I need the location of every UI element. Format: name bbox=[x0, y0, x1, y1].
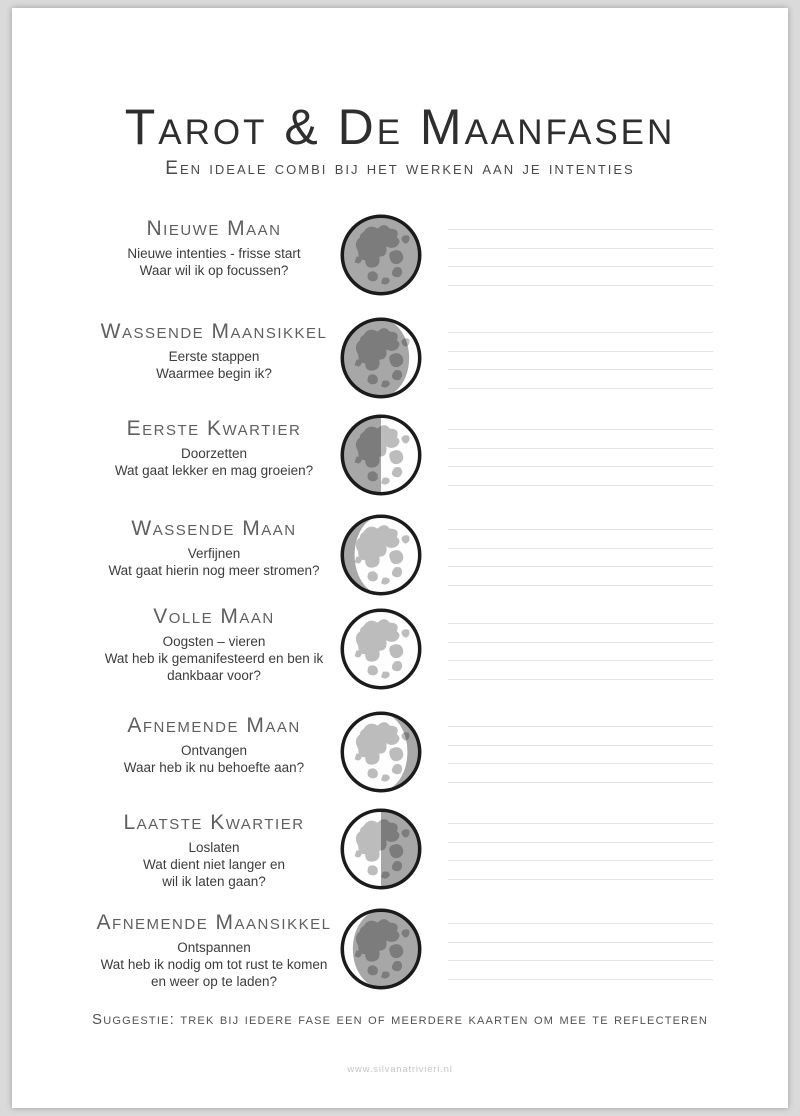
writing-line bbox=[448, 726, 713, 727]
phase-description-line: Ontspannen bbox=[177, 940, 251, 955]
phase-text bbox=[40, 511, 388, 579]
writing-line bbox=[448, 548, 713, 549]
writing-lines bbox=[448, 332, 713, 406]
writing-line bbox=[448, 248, 713, 249]
phase-description-line: Wat heb ik nodig om tot rust te komen bbox=[100, 957, 328, 972]
writing-line bbox=[448, 285, 713, 286]
waxing-gibbous-moon-icon bbox=[337, 511, 425, 599]
page-title: Tarot & De Maanfasen bbox=[124, 99, 676, 155]
writing-line bbox=[448, 763, 713, 764]
moon-phase-row bbox=[12, 511, 788, 607]
moon-phase-row bbox=[12, 605, 788, 701]
phase-description-line: Wat gaat lekker en mag groeien? bbox=[114, 463, 314, 478]
writing-line bbox=[448, 332, 713, 333]
writing-line bbox=[448, 466, 713, 467]
writing-line bbox=[448, 679, 713, 680]
phase-description-line: Waar heb ik nu behoefte aan? bbox=[123, 760, 305, 775]
writing-lines bbox=[448, 726, 713, 800]
phase-text bbox=[40, 411, 388, 479]
writing-line bbox=[448, 266, 713, 267]
writing-line bbox=[448, 782, 713, 783]
writing-line bbox=[448, 388, 713, 389]
phase-description-line: Waar wil ik op focussen? bbox=[139, 263, 289, 278]
writing-line bbox=[448, 660, 713, 661]
phase-description-line: Oogsten – vieren bbox=[162, 634, 266, 649]
writing-lines bbox=[448, 429, 713, 503]
phase-description-line: wil ik laten gaan? bbox=[162, 874, 266, 889]
moon-phase-row bbox=[12, 314, 788, 410]
phase-name: Laatste Kwartier bbox=[123, 811, 305, 834]
writing-lines bbox=[448, 529, 713, 603]
writing-line bbox=[448, 429, 713, 430]
moon-phase-row bbox=[12, 905, 788, 1001]
phase-name: Wassende Maansikkel bbox=[100, 320, 328, 343]
phase-text bbox=[40, 605, 388, 684]
phase-description-line: Wat dient niet langer en bbox=[142, 857, 286, 872]
phase-description-line: Waarmee begin ik? bbox=[156, 366, 272, 381]
phase-description-line: Ontvangen bbox=[180, 743, 248, 758]
phase-name: Afnemende Maansikkel bbox=[96, 911, 332, 934]
writing-line bbox=[448, 351, 713, 352]
waxing-crescent-moon-icon bbox=[337, 314, 425, 402]
writing-line bbox=[448, 623, 713, 624]
writing-line bbox=[448, 823, 713, 824]
moon-phase-row bbox=[12, 805, 788, 901]
new-moon-icon bbox=[337, 211, 425, 299]
phase-text bbox=[40, 708, 388, 776]
writing-line bbox=[448, 979, 713, 980]
phase-description-line: Verfijnen bbox=[187, 546, 241, 561]
phase-description-line: Wat gaat hierin nog meer stromen? bbox=[108, 563, 320, 578]
waning-gibbous-moon-icon bbox=[337, 708, 425, 796]
footer-url: www.silvanatrivieri.nl bbox=[347, 1064, 453, 1075]
writing-lines bbox=[448, 623, 713, 697]
phase-description-line: Loslaten bbox=[188, 840, 240, 855]
phase-text bbox=[40, 314, 388, 382]
moon-phase-row bbox=[12, 211, 788, 307]
writing-line bbox=[448, 448, 713, 449]
first-quarter-moon-icon bbox=[337, 411, 425, 499]
writing-line bbox=[448, 923, 713, 924]
writing-lines bbox=[448, 923, 713, 997]
phase-name: Nieuwe Maan bbox=[146, 217, 282, 240]
document-page bbox=[12, 8, 788, 1108]
writing-lines bbox=[448, 229, 713, 303]
phase-description-line: Doorzetten bbox=[180, 446, 248, 461]
writing-line bbox=[448, 745, 713, 746]
moon-phase-row bbox=[12, 708, 788, 804]
writing-line bbox=[448, 485, 713, 486]
writing-line bbox=[448, 369, 713, 370]
phase-description-line: en weer op te laden? bbox=[150, 974, 278, 989]
writing-line bbox=[448, 529, 713, 530]
writing-line bbox=[448, 842, 713, 843]
writing-line bbox=[448, 642, 713, 643]
last-quarter-moon-icon bbox=[337, 805, 425, 893]
phase-description-line: Eerste stappen bbox=[168, 349, 260, 364]
waning-crescent-moon-icon bbox=[337, 905, 425, 993]
moon-phase-row bbox=[12, 411, 788, 507]
writing-line bbox=[448, 566, 713, 567]
writing-line bbox=[448, 942, 713, 943]
phase-name: Wassende Maan bbox=[131, 517, 297, 540]
writing-line bbox=[448, 585, 713, 586]
page-subtitle: Een ideale combi bij het werken aan je intenties bbox=[165, 158, 635, 179]
writing-line bbox=[448, 960, 713, 961]
phase-description-line: Wat heb ik gemanifesteerd en ben ik bbox=[104, 651, 324, 666]
writing-lines bbox=[448, 823, 713, 897]
phase-description-line: Nieuwe intenties - frisse start bbox=[127, 246, 301, 261]
writing-line bbox=[448, 229, 713, 230]
phase-description-line: dankbaar voor? bbox=[167, 668, 261, 683]
phase-name: Eerste Kwartier bbox=[126, 417, 302, 440]
phase-text bbox=[40, 211, 388, 279]
suggestion-note: Suggestie: trek bij iedere fase een of meerdere kaarten om mee te reflecteren bbox=[91, 1011, 708, 1028]
phase-text bbox=[40, 805, 388, 890]
writing-line bbox=[448, 879, 713, 880]
writing-line bbox=[448, 860, 713, 861]
phase-name: Volle Maan bbox=[153, 605, 275, 628]
phase-text bbox=[40, 905, 388, 990]
phase-name: Afnemende Maan bbox=[127, 714, 301, 737]
full-moon-icon bbox=[337, 605, 425, 693]
